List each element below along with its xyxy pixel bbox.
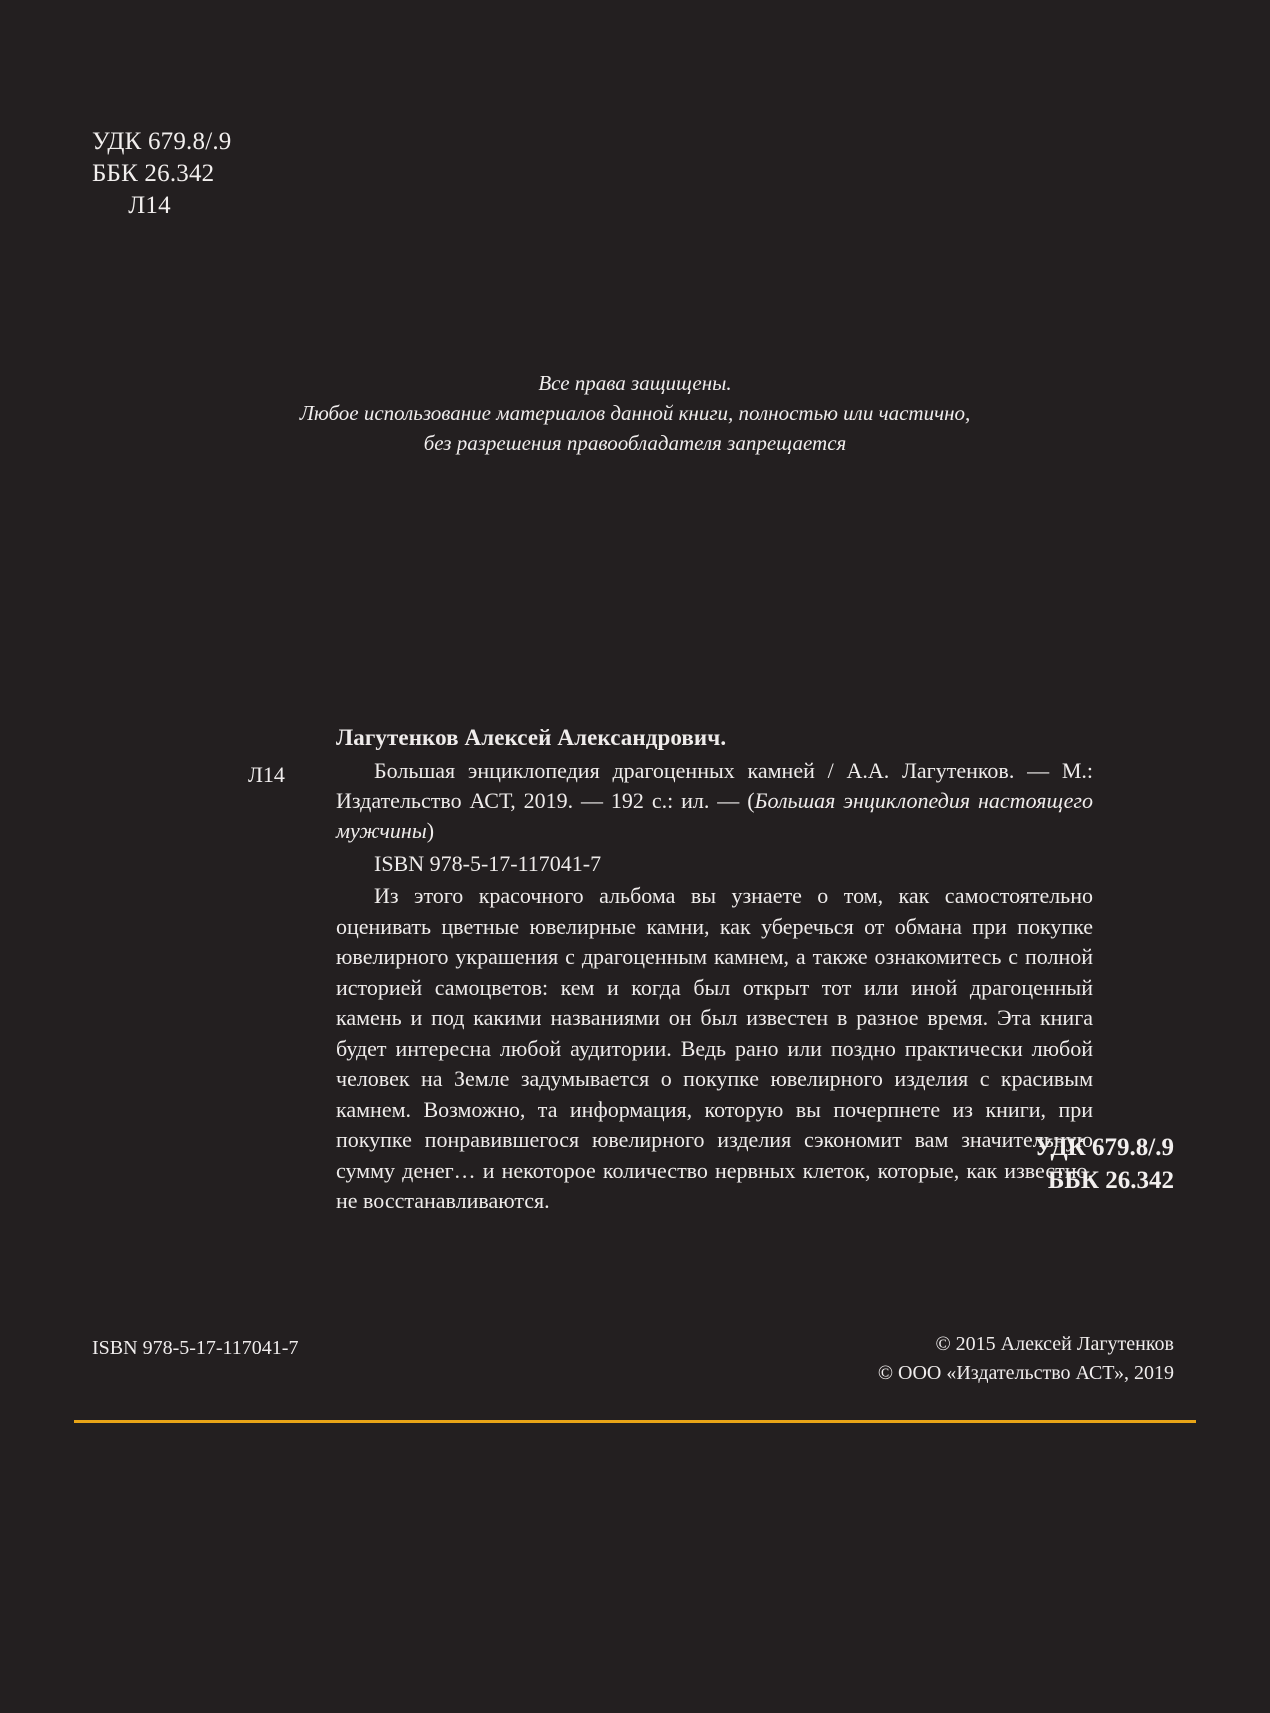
rights-notice bbox=[0, 368, 1270, 458]
udk-code-top: УДК 679.8/.9 bbox=[92, 128, 232, 155]
author-name: Лагутенков Алексей Александрович. bbox=[336, 725, 727, 750]
copyright-block bbox=[878, 1330, 1174, 1388]
classification-codes-bottom bbox=[0, 1131, 1174, 1197]
footer-isbn: ISBN 978-5-17-117041-7 bbox=[92, 1337, 299, 1359]
copyright-publisher: © ООО «Издательство АСТ», 2019 bbox=[877, 1362, 1174, 1384]
udk-code-bottom: УДК 679.8/.9 bbox=[1034, 1134, 1174, 1161]
description-tail: ) bbox=[426, 818, 435, 843]
rights-line-3: без разрешения правообладателя запрещается bbox=[423, 431, 847, 455]
description-main: Большая энциклопедия драгоценных камней / А.А. Лагутенков. — М.: Издательство АСТ, 2019. — 192 с.: ил. — ( bbox=[336, 758, 1093, 813]
isbn-line: ISBN 978-5-17-117041-7 bbox=[374, 851, 602, 876]
rights-line-1: Все права защищены. bbox=[538, 371, 732, 395]
bbk-code-top: ББК 26.342 bbox=[92, 160, 215, 187]
book-description bbox=[336, 756, 1093, 846]
series-title: Большая энциклопедия настоящего мужчины bbox=[336, 788, 1094, 843]
rights-line-2: Любое использование материалов данной книги, полностью или частично, bbox=[299, 401, 971, 425]
bibliographic-marker: Л14 bbox=[248, 762, 285, 787]
copyright-author: © 2015 Алексей Лагутенков bbox=[935, 1333, 1174, 1355]
author-mark-top: Л14 bbox=[128, 192, 171, 219]
annotation-text: Из этого красочного альбома вы узнаете о том, как самостоятельно оценивать цветные ювелирные камни, как уберечься от обмана при покупке ювелирного украшения с драгоценным камнем, а также ознакомитесь с полной историей самоцветов: кем и когда был открыт тот или иной драгоценный камень и под какими названиями он был известен в разное время. Эта книга будет интересна любой аудитории. Ведь рано или поздно практически любой человек на Земле задумывается о покупке ювелирного изделия с красивым камнем. Возможно, та информация, которую вы почерпнете из книги, при покупке понравившегося ювелирного изделия сэкономит вам значительную сумму денег… и некоторое количество нервных клеток, которые, как известно, не восстанавливаются. bbox=[336, 883, 1093, 1213]
bottom-rule bbox=[74, 1420, 1196, 1423]
classification-codes-top bbox=[92, 126, 232, 222]
bbk-code-bottom: ББК 26.342 bbox=[1047, 1167, 1174, 1194]
